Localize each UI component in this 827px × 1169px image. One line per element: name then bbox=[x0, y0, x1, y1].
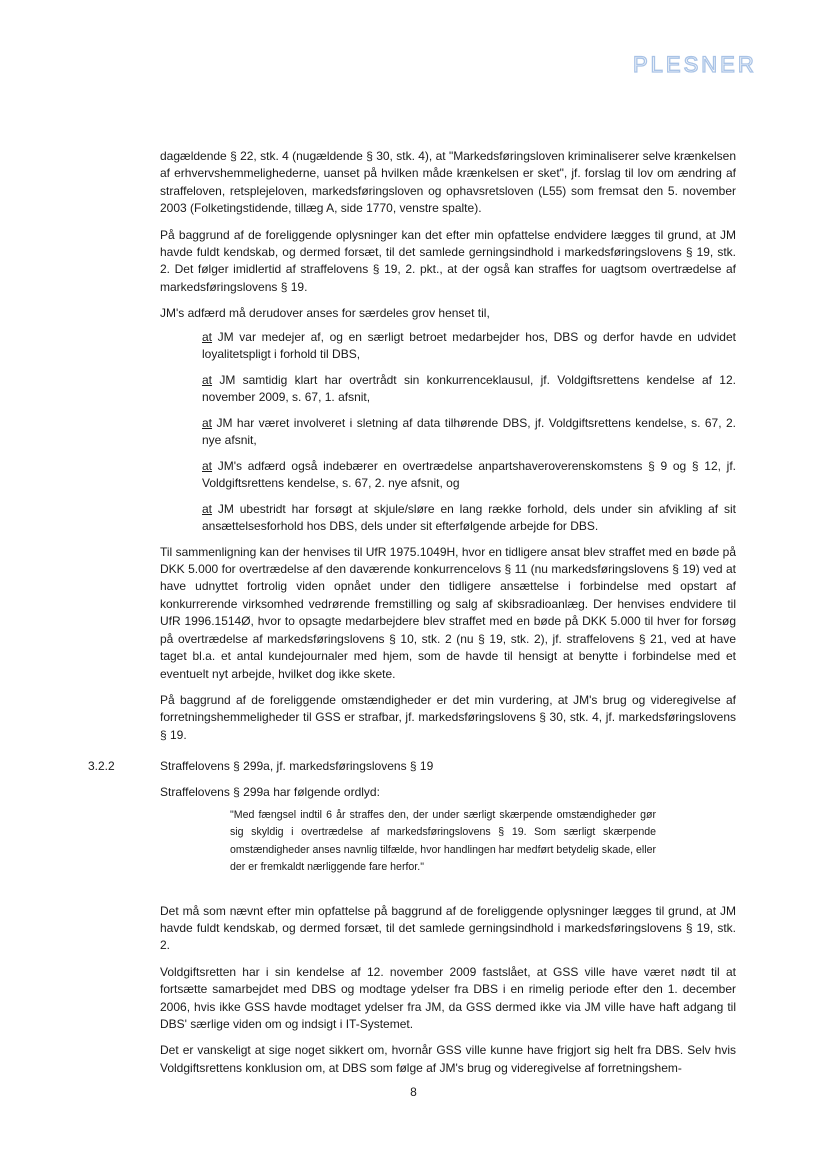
paragraph: Straffelovens § 299a har følgende ordlyd: bbox=[160, 784, 380, 799]
list-item: at JM's adfærd også indebærer en overtrædelse anpartshaveroverenskomstens § 9 og § 12, jf. Voldgiftsrettens kendelse, s. 67, 2. nye afsnit, og bbox=[202, 458, 736, 490]
plesner-logo-mark bbox=[633, 50, 757, 78]
paragraph: Til sammenligning kan der henvises til UfR 1975.1049H, hvor en tidligere ansat blev straffet med en bøde på DKK 5.000 for overtrædelse af den daværende konkurrencelovs § 11 (nu markedsføringslovens § 19) ved at have udnyttet fortrolig viden opnået under den tidligere ansættelse i forbindelse med opstart af konkurrerende virksomhed vedrørende fremstilling og salg af skibsradioanlæg. Der henvises endvidere til UfR 1996.1514Ø, hvor to opsagte medarbejdere blev straffet med en bøde på DKK 5.000 til hver for forsøg på overtrædelse af markedsføringslovens § 10, stk. 2 (nu § 19, stk. 2), jf. straffelovens § 21, ved at have taget bl.a. et antal kundejournaler med hjem, som de havde til hensigt at benytte i forbindelse med et eventuelt nyt arbejde, hvilket dog ikke skete. bbox=[160, 544, 736, 681]
list-item: at JM var medejer af, og en særligt betroet medarbejder hos, DBS og derfor havde en udvidet loyalitetspligt i forhold til DBS, bbox=[202, 329, 736, 361]
list-item: at JM samtidig klart har overtrådt sin konkurrenceklausul, jf. Voldgiftsrettens kendelse af 12. november 2009, s. 67, 1. afsnit, bbox=[202, 372, 736, 404]
svg-text:PLESNER: PLESNER bbox=[633, 52, 757, 77]
section-number: 3.2.2 bbox=[88, 759, 115, 774]
paragraph: Det er vanskeligt at sige noget sikkert om, hvornår GSS ville kunne have frigjort sig helt fra DBS. Selv hvis Voldgiftsrettens konklusion om, at DBS som følge af JM's brug og videregivelse af forretningshem- bbox=[160, 1043, 736, 1075]
list-item: at JM har været involveret i sletning af data tilhørende DBS, jf. Voldgiftsrettens kendelse, s. 67, 2. nye afsnit, bbox=[202, 415, 736, 447]
paragraph: Voldgiftsretten har i sin kendelse af 12. november 2009 fastslået, at GSS ville have været nødt til at fortsætte samarbejdet med DBS og modtage ydelser fra DBS i en rimelig periode efter den 1. december 2006, hvis ikke GSS havde modtaget ydelser fra JM, da GSS dermed ikke via JM ville have haft adgang til DBS' særlige viden om og indsigt i IT-Systemet. bbox=[160, 964, 736, 1031]
section-heading bbox=[88, 758, 736, 775]
page-number: 8 bbox=[410, 1085, 417, 1099]
paragraph: dagældende § 22, stk. 4 (nugældende § 30, stk. 4), at "Markedsføringsloven kriminaliserer selve krænkelsen af erhvervshemmelighederne, uanset på hvilken måde krænkelsen er sket", jf. forslag til lov om ændring af straffeloven, retsplejeloven, markedsføringsloven og ophavsretsloven (L55) som fremsat den 5. november 2003 (Folketingstidende, tillæg A, side 1770, venstre spalte). bbox=[160, 149, 736, 216]
plesner-logo bbox=[633, 50, 757, 78]
paragraph: Det må som nævnt efter min opfattelse på baggrund af de foreliggende oplysninger lægges til grund, at JM havde fuldt kendskab, og dermed forsæt, til det samlede gerningsindhold i markedsføringslovens § 19, stk. 2. bbox=[160, 903, 736, 953]
paragraph: JM's adfærd må derudover anses for særdeles grov henset til, bbox=[160, 306, 490, 321]
list-item: at JM ubestridt har forsøgt at skjule/sløre en lang række forhold, dels under sin afvikling af sit ansættelsesforhold hos DBS, dels under sit efterfølgende arbejde for DBS. bbox=[202, 501, 736, 533]
document-body bbox=[88, 148, 736, 1086]
section-title: Straffelovens § 299a, jf. markedsføringslovens § 19 bbox=[160, 759, 434, 774]
paragraph: På baggrund af de foreliggende omstændigheder er det min vurdering, at JM's brug og videregivelse af forretningshemmeligheder til GSS er strafbar, jf. markedsføringslovens § 30, stk. 4, jf. markedsføringslovens § 19. bbox=[160, 692, 736, 742]
statute-quote: "Med fængsel indtil 6 år straffes den, der under særligt skærpende omstændigheder gør sig skyldig i overtrædelse af markedsføringslovens § 19. Som særligt skærpende omstændigheder anses navnlig tilfælde, hvor handlingen har medført betydelig skade, eller der er fremkaldt nærliggende fare herfor." bbox=[230, 808, 656, 874]
condition-list bbox=[160, 329, 736, 535]
paragraph: På baggrund af de foreliggende oplysninger kan det efter min opfattelse endvidere lægges til grund, at JM havde fuldt kendskab, og dermed forsæt, til det samlede gerningsindhold i markedsføringslovens § 19, stk. 2. Det følger imidlertid af straffelovens § 19, 2. pkt., at der også kan straffes for uagtsom overtrædelse af markedsføringslovens § 19. bbox=[160, 227, 736, 294]
